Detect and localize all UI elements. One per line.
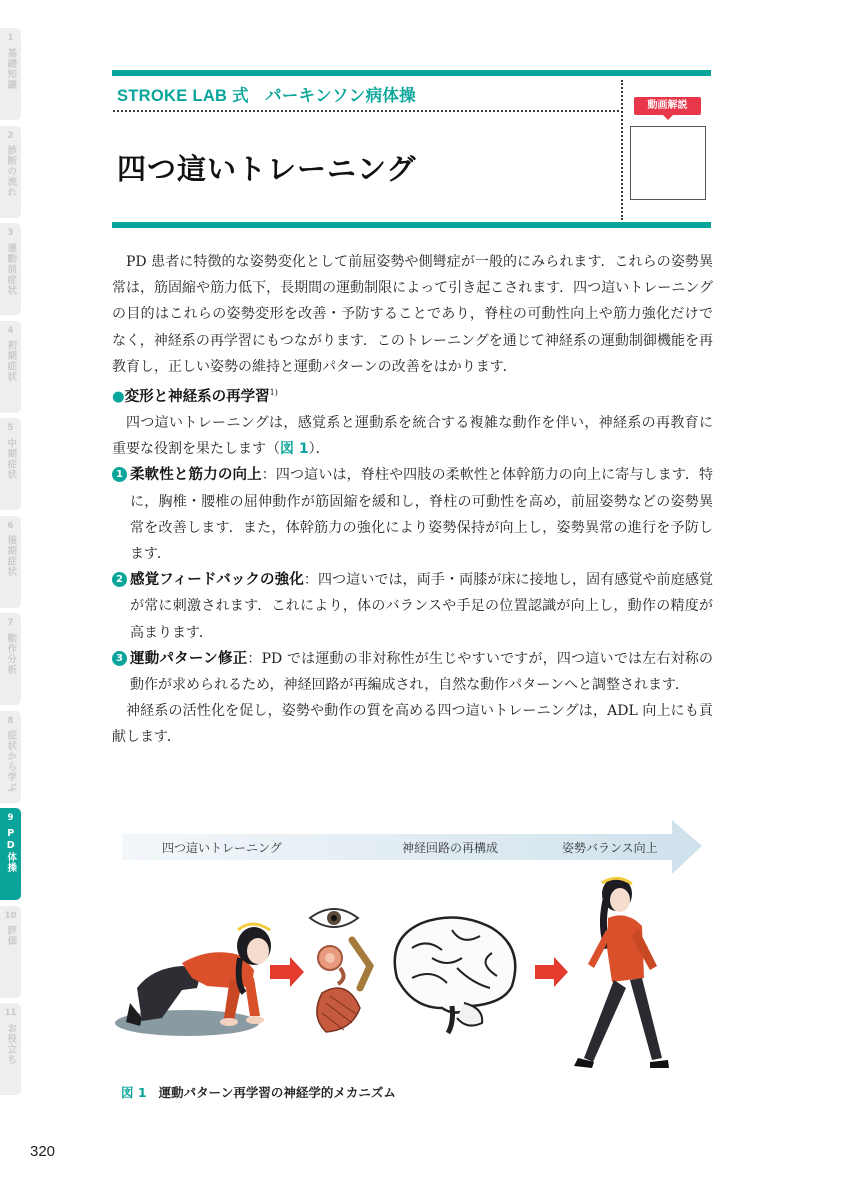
chapter-number: 11 — [4, 1008, 17, 1018]
arrow-label-neural: 神経回路の再構成 — [402, 841, 499, 855]
item-term: 柔軟性と筋力の向上 — [130, 467, 262, 484]
intro-paragraph: PD 患者に特徴的な姿勢変化として前屈姿勢や側彎症が一般的にみられます．これらの姿勢異常は，筋固縮や筋力低下，長期間の運動制限によって引き起こされます．四つ這いトレーニングの目的はこれらの姿勢変形を改善・予防することであり，脊柱の可動性向上や筋力強化だけでなく，神経系の再学習にもつながります．このトレーニングを通じて神経系の運動制御機能を再教育し，正しい姿勢の維持と運動パターンの改善をはかります． — [112, 254, 713, 375]
figure-number: 図 1 — [121, 1085, 147, 1100]
chapter-tab[interactable] — [0, 613, 21, 705]
item-text: ：四つ這いでは，両手・両膝が床に接地し，固有感覚や前庭感覚が常に刺激されます．これにより，体のバランスや手足の位置認識が向上し，動作の精度が高まります． — [130, 572, 713, 641]
chapter-label: 初期症状 — [5, 340, 17, 382]
chapter-label: 動作分析 — [5, 632, 17, 675]
arrow-label-training: 四つ這いトレーニング — [162, 841, 282, 855]
chapter-label: 症状から学ぶ — [5, 730, 17, 793]
eye-icon — [310, 909, 358, 927]
chapter-number: 5 — [7, 423, 14, 433]
walking-woman-illustration — [574, 877, 669, 1068]
list-item — [112, 462, 713, 567]
chapter-label: 運動前症状 — [5, 242, 17, 295]
heading-bullet: ● — [112, 388, 125, 405]
closing-paragraph: 神経系の活性化を促し，姿勢や動作の質を高める四つ這いトレーニングは，ADL 向上にも貢献します． — [112, 703, 713, 746]
video-badge: 動画解説 — [634, 97, 701, 115]
article-body — [112, 249, 713, 751]
series-subtitle: パーキンソン病体操 — [264, 87, 416, 105]
chapter-number: 6 — [7, 520, 14, 531]
chapter-tab[interactable] — [0, 711, 21, 803]
figure-caption — [121, 1083, 396, 1101]
chapter-number: 1 — [7, 33, 14, 43]
item-term: 運動パターン修正 — [130, 650, 248, 667]
figure-1 — [112, 818, 712, 1100]
list-item — [112, 567, 713, 646]
number-badge: 1 — [112, 467, 127, 482]
chapter-number: 8 — [7, 715, 14, 726]
page-title: 四つ這いトレーニング — [117, 152, 417, 186]
series-name: STROKE LAB 式 — [117, 87, 249, 105]
chapter-tab[interactable] — [0, 28, 21, 120]
chapter-tab[interactable] — [0, 516, 21, 608]
chapter-number: 7 — [7, 618, 14, 628]
chapter-label: 診断の流れ — [5, 145, 17, 198]
chapter-number: 9 — [7, 813, 14, 823]
chapter-label: 中期症状 — [5, 437, 17, 480]
red-arrow-1 — [270, 957, 304, 987]
chapter-number: 10 — [4, 910, 17, 921]
item-term: 感覚フィードバックの強化 — [130, 572, 304, 589]
item-text: ：PD では運動の非対称性が生じやすいですが，四つ這いでは左右対称の動作が求められるため，神経回路が再編成され，自然な動作パターンへと調整されます． — [130, 650, 713, 694]
number-badge: 3 — [112, 651, 127, 666]
crawling-woman-illustration — [115, 924, 271, 1036]
dotted-divider-horizontal — [113, 110, 619, 112]
chapter-tab[interactable] — [0, 808, 21, 900]
figure-caption-text: 運動パターン再学習の神経学的メカニズム — [158, 1085, 396, 1100]
chapter-label: 後期症状 — [5, 535, 17, 577]
chapter-tab[interactable] — [0, 223, 21, 315]
red-arrow-2 — [535, 957, 568, 987]
header-top-rule — [112, 70, 711, 76]
series-title — [117, 82, 416, 106]
number-badge: 2 — [112, 572, 127, 587]
section-heading — [112, 380, 713, 410]
numbered-list — [112, 462, 713, 698]
chapter-tab[interactable] — [0, 418, 21, 510]
qr-code-placeholder[interactable] — [630, 126, 706, 200]
chapter-tab[interactable] — [0, 126, 21, 218]
chapter-tab[interactable] — [0, 1003, 21, 1095]
muscle-icon — [317, 988, 360, 1032]
list-item — [112, 646, 713, 698]
arrow-label-balance: 姿勢バランス向上 — [562, 841, 658, 855]
chapter-label: 基礎知識 — [5, 47, 17, 90]
page-number: 320 — [30, 1143, 56, 1160]
dotted-divider-vertical — [621, 80, 623, 220]
inner-ear-icon — [318, 946, 344, 984]
bone-joint-icon — [352, 940, 370, 988]
reference-marker: 1) — [269, 388, 278, 398]
item-text: ：四つ這いは，脊柱や四肢の柔軟性と体幹筋力の向上に寄与します．特に，胸椎・腰椎の屈伸動作が筋固縮を緩和し，脊柱の可動性を高め，前屈姿勢などの姿勢異常を改善します．また，体幹筋力の強化により姿勢保持が向上し，姿勢異常の進行を予防します． — [130, 467, 713, 563]
section-text-b: ）． — [308, 441, 330, 458]
section-heading-text: 変形と神経系の再学習 — [124, 388, 270, 405]
header-bottom-rule — [112, 222, 711, 228]
figure-reference[interactable]: 図 1 — [280, 441, 309, 458]
section-paragraph — [112, 410, 713, 462]
chapter-number: 4 — [7, 325, 14, 336]
chapter-number: 3 — [7, 228, 14, 238]
chapter-label: PD体操 — [5, 827, 17, 873]
chapter-number: 2 — [7, 130, 14, 141]
chapter-tab[interactable] — [0, 321, 21, 413]
chapter-label: お役立ち — [5, 1022, 17, 1065]
chapter-tab[interactable] — [0, 906, 21, 998]
section-text-a: 四つ這いトレーニングは，感覚系と運動系を統合する複雑な動作を伴い，神経系の再教育に重要な役割を果たします（ — [112, 415, 713, 458]
chapter-label: 評価 — [5, 925, 17, 946]
brain-icon — [395, 918, 515, 1033]
